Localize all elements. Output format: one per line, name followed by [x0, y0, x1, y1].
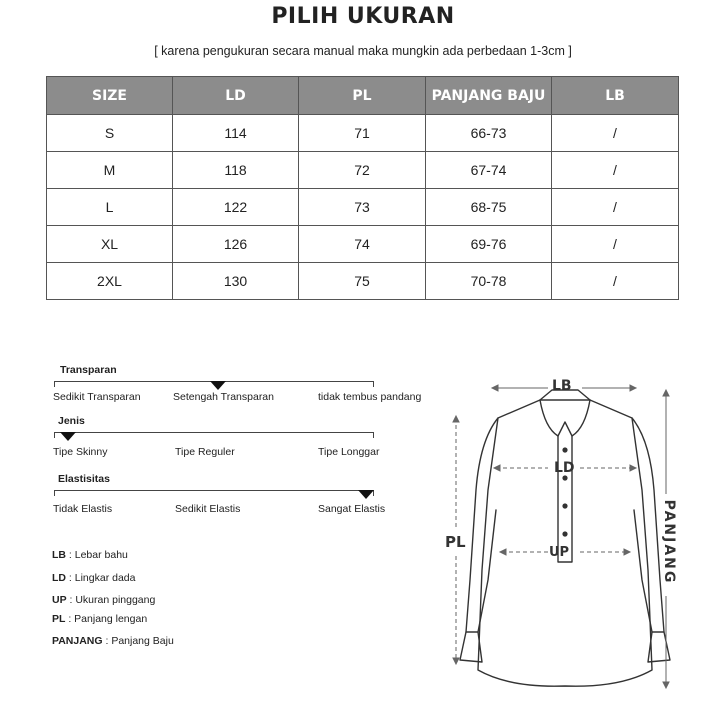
up-diagram-label: UP — [549, 545, 570, 560]
legend-item-lb — [52, 549, 128, 561]
pl-diagram-label: PL — [445, 533, 466, 551]
legend-key: PANJANG — [52, 635, 103, 647]
shirt-body-outline — [478, 400, 652, 686]
header-ld: LD — [173, 77, 299, 115]
shirt-placket — [558, 436, 572, 562]
legend-text: : Lingkar dada — [66, 572, 136, 584]
cell-pl: 74 — [299, 226, 426, 263]
shirt-collar — [540, 400, 590, 436]
scale-label: Tipe Skinny — [53, 446, 108, 458]
cell-panjang-baju: 70-78 — [426, 263, 552, 300]
cell-ld: 118 — [173, 152, 299, 189]
cell-lb: / — [552, 263, 679, 300]
shirt-measurement-diagram — [440, 370, 690, 700]
cell-ld: 126 — [173, 226, 299, 263]
legend-item-panjang — [52, 635, 174, 647]
legend-key: LB — [52, 549, 66, 561]
scale-label: Sedikit Transparan — [53, 391, 141, 403]
legend-key: LD — [52, 572, 66, 584]
legend-key: PL — [52, 613, 66, 625]
legend-key: UP — [52, 594, 67, 606]
table-row — [47, 263, 679, 300]
scale-tick — [373, 432, 374, 438]
cell-pl: 71 — [299, 115, 426, 152]
cell-ld: 130 — [173, 263, 299, 300]
scale-label: Tipe Longgar — [318, 446, 380, 458]
transparency-scale-title: Transparan — [60, 364, 117, 376]
header-size: SIZE — [47, 77, 173, 115]
elasticity-selected-marker — [358, 490, 374, 499]
table-row — [47, 226, 679, 263]
table-row — [47, 115, 679, 152]
size-chart-table — [46, 76, 679, 300]
header-pl: PL — [299, 77, 426, 115]
scale-label: tidak tembus pandang — [318, 391, 422, 403]
cell-pl: 73 — [299, 189, 426, 226]
cell-panjang-baju: 66-73 — [426, 115, 552, 152]
scale-tick — [54, 381, 55, 387]
legend-text: : Ukuran pinggang — [66, 594, 156, 606]
elasticity-scale-line — [54, 490, 374, 491]
legend-text: : Panjang lengan — [65, 613, 148, 625]
legend-item-up — [52, 594, 155, 606]
fit-type-selected-marker — [60, 432, 76, 441]
scale-label: Tidak Elastis — [53, 503, 113, 515]
cell-lb: / — [552, 152, 679, 189]
header-lb: LB — [552, 77, 679, 115]
transparency-selected-marker — [210, 381, 226, 390]
measurement-note: [ karena pengukuran secara manual maka mungkin ada perbedaan 1-3cm ] — [154, 44, 572, 58]
elasticity-scale-title: Elastisitas — [58, 473, 110, 485]
cell-lb: / — [552, 226, 679, 263]
page-title: PILIH UKURAN — [271, 4, 455, 29]
cell-ld: 122 — [173, 189, 299, 226]
scale-tick — [54, 490, 55, 496]
scale-tick — [373, 381, 374, 387]
cell-lb: / — [552, 189, 679, 226]
legend-item-ld — [52, 572, 135, 584]
cell-pl: 75 — [299, 263, 426, 300]
lb-diagram-label: LB — [552, 378, 572, 394]
scale-label: Sangat Elastis — [318, 503, 386, 515]
table-header-row — [47, 77, 679, 115]
legend-item-pl — [52, 613, 147, 625]
scale-label: Tipe Reguler — [175, 446, 235, 458]
cell-size: XL — [47, 226, 173, 263]
cell-size: M — [47, 152, 173, 189]
fit-type-scale-line — [54, 432, 374, 433]
legend-text: : Lebar bahu — [66, 549, 128, 561]
cell-size: L — [47, 189, 173, 226]
scale-label: Sedikit Elastis — [175, 503, 241, 515]
cell-panjang-baju: 67-74 — [426, 152, 552, 189]
ld-diagram-label: LD — [554, 460, 575, 476]
cell-panjang-baju: 68-75 — [426, 189, 552, 226]
table-row — [47, 152, 679, 189]
cell-pl: 72 — [299, 152, 426, 189]
legend-text: : Panjang Baju — [102, 635, 174, 647]
table-row — [47, 189, 679, 226]
cell-panjang-baju: 69-76 — [426, 226, 552, 263]
cell-size: 2XL — [47, 263, 173, 300]
scale-tick — [54, 432, 55, 438]
header-panjang-baju: PANJANG BAJU — [426, 77, 552, 115]
fit-type-scale-title: Jenis — [58, 415, 85, 427]
cell-lb: / — [552, 115, 679, 152]
panjang-diagram-label: PANJANG — [661, 499, 677, 585]
scale-label: Setengah Transparan — [173, 391, 274, 403]
cell-ld: 114 — [173, 115, 299, 152]
cell-size: S — [47, 115, 173, 152]
